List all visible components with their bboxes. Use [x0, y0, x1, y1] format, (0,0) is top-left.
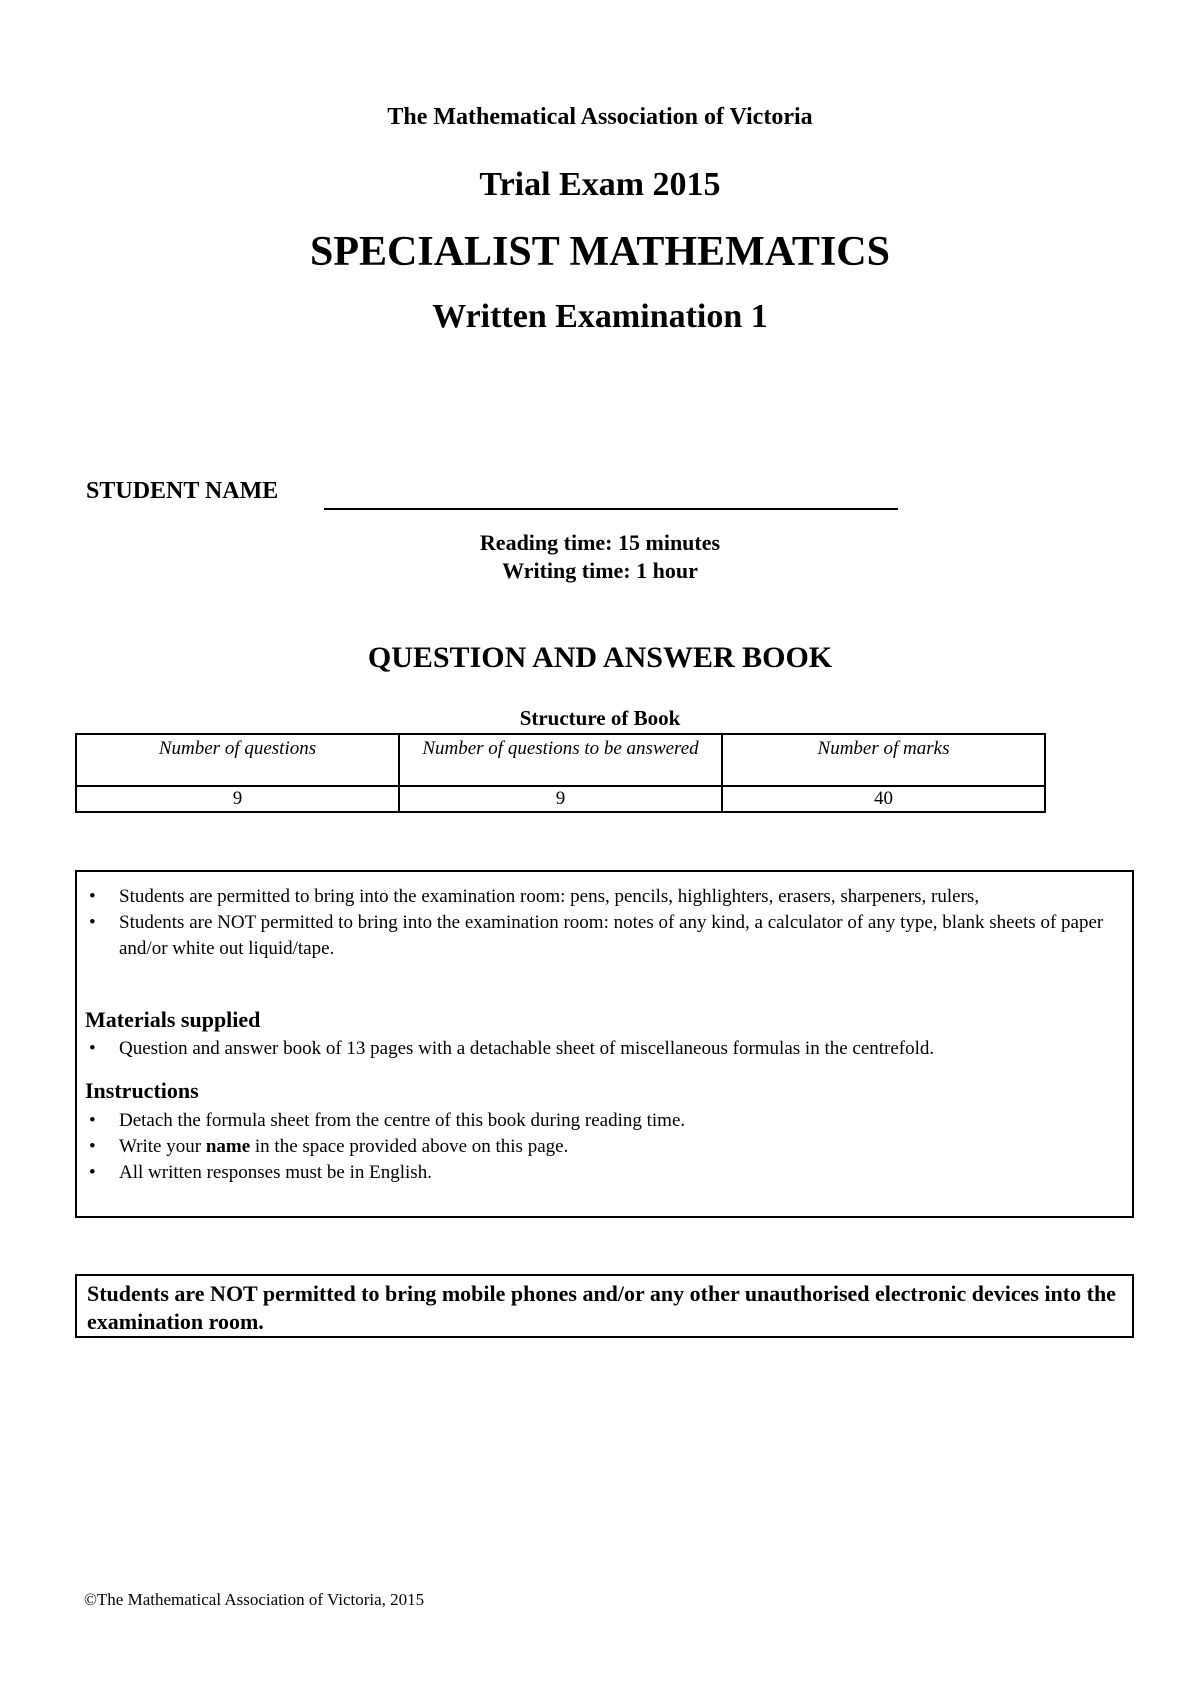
materials-list — [85, 1036, 1125, 1062]
materials-text: Question and answer book of 13 pages with a detachable sheet of miscellaneous formulas in the centrefold. — [119, 1038, 935, 1059]
exam-name-title: Written Examination 1 — [432, 298, 768, 335]
bullet: • — [89, 1162, 96, 1183]
instruction-text-post: in the space provided above on this page. — [250, 1136, 569, 1157]
exam-year-title: Trial Exam 2015 — [479, 166, 721, 203]
structure-header-row — [76, 734, 1045, 786]
header-number-of-marks: Number of marks — [722, 734, 1045, 786]
value-number-of-marks: 40 — [722, 786, 1045, 812]
list-item — [85, 1036, 1125, 1062]
instruction-text-pre: Write your — [119, 1136, 206, 1157]
bullet: • — [89, 886, 96, 907]
list-item — [85, 1108, 1125, 1134]
instructions-list — [85, 1108, 1125, 1186]
value-number-of-questions: 9 — [76, 786, 399, 812]
structure-value-row — [76, 786, 1045, 812]
information-box — [75, 870, 1134, 1218]
bullet: • — [89, 912, 96, 933]
book-title: QUESTION AND ANSWER BOOK — [367, 641, 833, 674]
reading-time: Reading time: 15 minutes — [479, 530, 721, 555]
instructions-heading: Instructions — [85, 1078, 199, 1103]
structure-table — [75, 733, 1046, 813]
warning-text: Students are NOT permitted to bring mobile phones and/or any other unauthorised electronic devices into the examination room. — [87, 1281, 1116, 1334]
copyright-footer: ©The Mathematical Association of Victoria, 2015 — [84, 1590, 425, 1609]
materials-heading: Materials supplied — [85, 1007, 261, 1032]
student-name-field[interactable] — [324, 508, 898, 510]
list-item — [85, 910, 1125, 962]
permitted-list — [85, 884, 1125, 962]
not-permitted-text: Students are NOT permitted to bring into the examination room: notes of any kind, a calculator of any type, blank sheets of paper and/or white out liquid/tape. — [119, 912, 1104, 959]
list-item — [85, 884, 1125, 910]
student-name-label: STUDENT NAME — [86, 478, 279, 504]
instruction-text-bold: name — [205, 1136, 251, 1157]
instruction-text: Detach the formula sheet from the centre of this book during reading time. — [119, 1110, 686, 1131]
structure-caption: Structure of Book — [519, 706, 681, 730]
permitted-text: Students are permitted to bring into the examination room: pens, pencils, highlighters, erasers, sharpeners, rulers, — [119, 886, 980, 907]
subject-title: SPECIALIST MATHEMATICS — [310, 229, 890, 275]
header-number-of-questions: Number of questions — [76, 734, 399, 786]
organisation-title: The Mathematical Association of Victoria — [387, 104, 813, 130]
list-item — [85, 1160, 1125, 1186]
warning-box — [75, 1274, 1134, 1338]
bullet: • — [89, 1136, 96, 1157]
bullet: • — [89, 1110, 96, 1131]
header-questions-to-answer: Number of questions to be answered — [399, 734, 722, 786]
list-item — [85, 1134, 1125, 1160]
writing-time: Writing time: 1 hour — [502, 558, 698, 583]
instruction-text: All written responses must be in English. — [119, 1162, 432, 1183]
bullet: • — [89, 1038, 96, 1059]
student-name-row — [86, 478, 906, 514]
value-questions-to-answer: 9 — [399, 786, 722, 812]
